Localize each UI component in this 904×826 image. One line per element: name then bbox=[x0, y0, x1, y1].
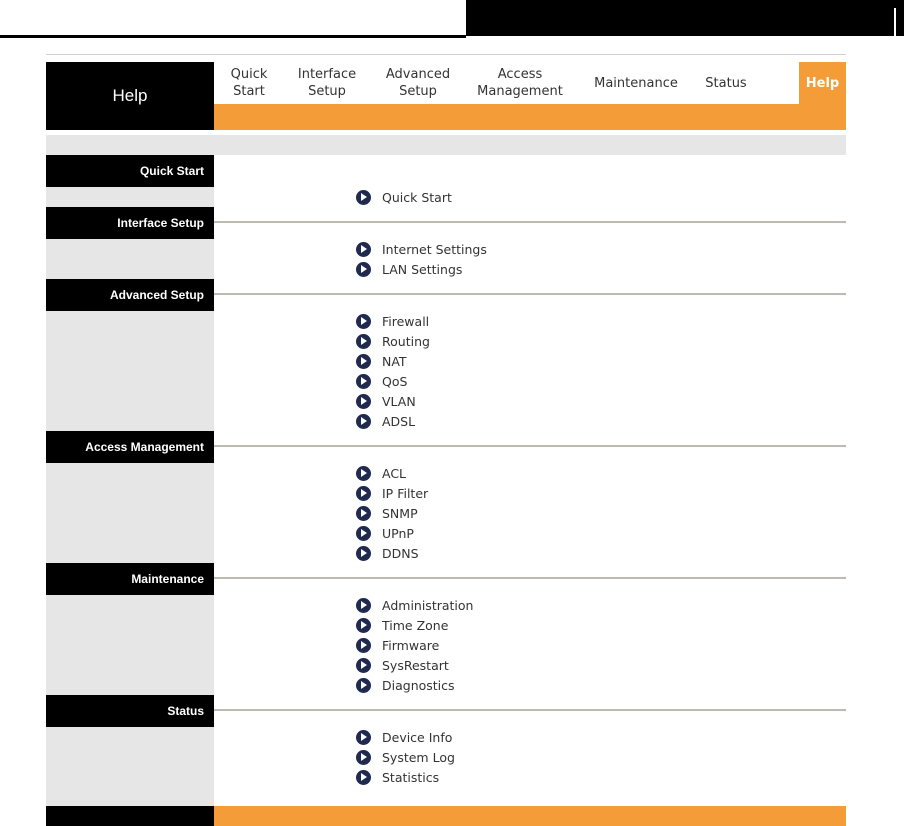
tab-help-label: Help bbox=[805, 75, 840, 91]
help-link-label: Device Info bbox=[382, 729, 453, 745]
tab-advanced-setup-line2: Setup bbox=[399, 84, 437, 99]
help-link-label: Firmware bbox=[382, 637, 440, 653]
arrow-circle-icon bbox=[356, 526, 371, 541]
section-label-advanced-setup: Advanced Setup bbox=[46, 279, 214, 311]
section-label-interface-setup: Interface Setup bbox=[46, 207, 214, 239]
help-link-snmp[interactable] bbox=[356, 504, 418, 522]
help-link-label: Time Zone bbox=[382, 617, 449, 633]
section-divider bbox=[214, 577, 846, 579]
tab-quick-start-line2: Start bbox=[233, 84, 265, 99]
arrow-circle-icon bbox=[356, 414, 371, 429]
help-link-internet-settings[interactable] bbox=[356, 240, 487, 258]
help-link-lan-settings[interactable] bbox=[356, 260, 462, 278]
help-link-label: SNMP bbox=[382, 505, 418, 521]
tab-advanced-setup[interactable] bbox=[372, 62, 464, 104]
help-link-label: LAN Settings bbox=[382, 261, 463, 277]
help-link-acl[interactable] bbox=[356, 464, 406, 482]
document-header-tick bbox=[894, 8, 896, 36]
arrow-circle-icon bbox=[356, 334, 371, 349]
document-header-rule bbox=[0, 35, 466, 38]
help-link-label: Routing bbox=[382, 333, 430, 349]
section-label-status: Status bbox=[46, 695, 214, 727]
tab-access-management[interactable] bbox=[468, 62, 572, 104]
arrow-circle-icon bbox=[356, 262, 371, 277]
help-link-label: IP Filter bbox=[382, 485, 429, 501]
arrow-circle-icon bbox=[356, 374, 371, 389]
help-link-upnp[interactable] bbox=[356, 524, 414, 542]
tab-maintenance-label: Maintenance bbox=[594, 75, 678, 91]
help-link-time-zone[interactable] bbox=[356, 616, 448, 634]
help-link-firewall[interactable] bbox=[356, 312, 429, 330]
top-nav bbox=[214, 62, 846, 104]
help-link-label: Statistics bbox=[382, 769, 440, 785]
tab-status-label: Status bbox=[705, 75, 747, 91]
tab-advanced-setup-line1: Advanced bbox=[385, 67, 451, 82]
arrow-circle-icon bbox=[356, 242, 371, 257]
help-link-label: SysRestart bbox=[382, 657, 449, 673]
tab-maintenance[interactable] bbox=[584, 62, 688, 104]
arrow-circle-icon bbox=[356, 658, 371, 673]
help-link-routing[interactable] bbox=[356, 332, 430, 350]
page-title-text: Help bbox=[112, 86, 148, 105]
help-link-statistics[interactable] bbox=[356, 768, 439, 786]
arrow-circle-icon bbox=[356, 486, 371, 501]
arrow-circle-icon bbox=[356, 598, 371, 613]
tab-access-management-line1: Access bbox=[497, 67, 543, 82]
help-link-device-info[interactable] bbox=[356, 728, 452, 746]
help-link-system-log[interactable] bbox=[356, 748, 455, 766]
tab-interface-setup-line2: Setup bbox=[308, 84, 346, 99]
help-link-label: VLAN bbox=[382, 393, 416, 409]
help-link-sysrestart[interactable] bbox=[356, 656, 449, 674]
help-link-label: QoS bbox=[382, 373, 408, 389]
arrow-circle-icon bbox=[356, 394, 371, 409]
section-divider bbox=[214, 445, 846, 447]
arrow-circle-icon bbox=[356, 678, 371, 693]
help-link-label: Internet Settings bbox=[382, 241, 487, 257]
arrow-circle-icon bbox=[356, 354, 371, 369]
help-link-administration[interactable] bbox=[356, 596, 473, 614]
help-link-label: ADSL bbox=[382, 413, 416, 429]
help-link-firmware[interactable] bbox=[356, 636, 439, 654]
arrow-circle-icon bbox=[356, 314, 371, 329]
help-link-label: UPnP bbox=[382, 525, 414, 541]
arrow-circle-icon bbox=[356, 506, 371, 521]
help-link-label: DDNS bbox=[382, 545, 419, 561]
arrow-circle-icon bbox=[356, 770, 371, 785]
arrow-circle-icon bbox=[356, 546, 371, 561]
help-link-vlan[interactable] bbox=[356, 392, 416, 410]
tab-quick-start-line1: Quick bbox=[230, 67, 268, 82]
help-link-nat[interactable] bbox=[356, 352, 407, 370]
tab-help[interactable] bbox=[799, 62, 846, 104]
help-link-label: ACL bbox=[382, 465, 407, 481]
nav-orange-strip bbox=[214, 104, 846, 130]
arrow-circle-icon bbox=[356, 638, 371, 653]
footer-orange-bar bbox=[214, 806, 846, 826]
help-link-label: Quick Start bbox=[382, 189, 452, 205]
arrow-circle-icon bbox=[356, 730, 371, 745]
arrow-circle-icon bbox=[356, 618, 371, 633]
arrow-circle-icon bbox=[356, 190, 371, 205]
help-link-label: Administration bbox=[382, 597, 474, 613]
section-label-maintenance: Maintenance bbox=[46, 563, 214, 595]
help-link-ddns[interactable] bbox=[356, 544, 419, 562]
help-link-qos[interactable] bbox=[356, 372, 407, 390]
tab-quick-start[interactable] bbox=[214, 62, 284, 104]
help-link-ip-filter[interactable] bbox=[356, 484, 428, 502]
arrow-circle-icon bbox=[356, 466, 371, 481]
content-top-band bbox=[46, 135, 846, 155]
tab-access-management-line2: Management bbox=[477, 84, 563, 99]
document-header-bar bbox=[466, 0, 904, 36]
help-link-label: NAT bbox=[382, 353, 407, 369]
help-link-label: System Log bbox=[382, 749, 455, 765]
help-link-label: Firewall bbox=[382, 313, 430, 329]
help-link-diagnostics[interactable] bbox=[356, 676, 455, 694]
section-label-access-management: Access Management bbox=[46, 431, 214, 463]
footer-left-bar bbox=[46, 806, 214, 826]
tab-interface-setup-line1: Interface bbox=[297, 67, 357, 82]
section-divider bbox=[214, 221, 846, 223]
section-divider bbox=[214, 293, 846, 295]
arrow-circle-icon bbox=[356, 750, 371, 765]
tab-interface-setup[interactable] bbox=[286, 62, 368, 104]
top-rule bbox=[46, 54, 846, 55]
tab-status[interactable] bbox=[694, 62, 758, 104]
section-label-quick-start: Quick Start bbox=[46, 155, 214, 187]
page-title bbox=[46, 62, 214, 130]
help-link-adsl[interactable] bbox=[356, 412, 415, 430]
help-link-quick-start[interactable] bbox=[356, 188, 452, 206]
help-link-label: Diagnostics bbox=[382, 677, 455, 693]
section-divider bbox=[214, 709, 846, 711]
